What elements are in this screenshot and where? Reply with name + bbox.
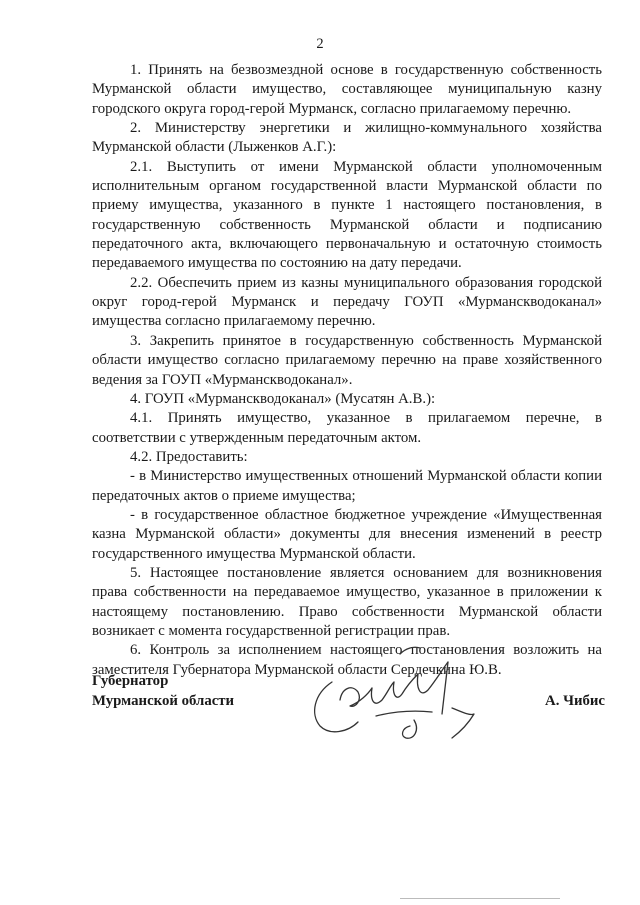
signatory-title — [92, 672, 234, 711]
paragraph-6: 6. Контроль за исполнением настоящего постановления возложить на заместителя Губернатора Мурманской области Сердечкина Ю.В. — [92, 642, 602, 678]
signatory-title-line-2: Мурманской области — [92, 692, 235, 709]
paragraph-2-1: 2.1. Выступить от имени Мурманской области уполномоченным исполнительным органом государственной власти Мурманской области по приему имущества, указанного в пункте 1 настоящего постановления, в государственную собственность Мурманской области и подписанию передаточного акта, включающего первоначальную и остаточную стоимость передаваемого имущества по состоянию на дату передачи. — [92, 158, 602, 272]
paragraph-2: 2. Министерству энергетики и жилищно-коммунального хозяйства Мурманской области (Лыженков А.Г.): — [92, 120, 602, 156]
bottom-divider — [400, 898, 560, 899]
paragraph-4-2-item-1: - в Министерство имущественных отношений Мурманской области копии передаточных актов о приеме имущества; — [92, 468, 602, 504]
paragraph-3: 3. Закрепить принятое в государственную собственность Мурманской области имущество согласно прилагаемому перечню на праве хозяйственного ведения за ГОУП «Мурманскводоканал». — [92, 332, 602, 388]
signature-block — [92, 672, 605, 782]
paragraph-5: 5. Настоящее постановление является основанием для возникновения права собственности на передаваемое имущество, указанное в приложении к настоящему постановлению. Право собственности Мурманской области возникает с момента государственной регистрации прав. — [92, 564, 602, 639]
handwritten-signature — [302, 642, 502, 752]
paragraph-4-2: 4.2. Предоставить: — [130, 448, 248, 465]
paragraph-4: 4. ГОУП «Мурманскводоканал» (Мусатян А.В.): — [130, 390, 436, 407]
paragraph-4-1: 4.1. Принять имущество, указанное в прилагаемом перечне, в соответствии с утвержденным передаточным актом. — [92, 410, 602, 446]
paragraph-2-2: 2.2. Обеспечить прием из казны муниципального образования городской округ город-герой Мурманск и передачу ГОУП «Мурманскводоканал» имущества согласно прилагаемому перечню. — [92, 274, 602, 330]
document-body — [92, 61, 602, 680]
signatory-name: А. Чибис — [545, 692, 605, 709]
signatory-title-line-1: Губернатор — [92, 673, 169, 689]
paragraph-1: 1. Принять на безвозмездной основе в государственную собственность Мурманской области имущество, составляющее муниципальную казну городского округа город-герой Мурманск, согласно прилагаемому перечню. — [92, 62, 602, 117]
paragraph-4-2-item-2: - в государственное областное бюджетное учреждение «Имущественная казна Мурманской области» документы для внесения изменений в реестр государственного имущества Мурманской области. — [92, 506, 602, 562]
page-number: 2 — [316, 36, 324, 52]
